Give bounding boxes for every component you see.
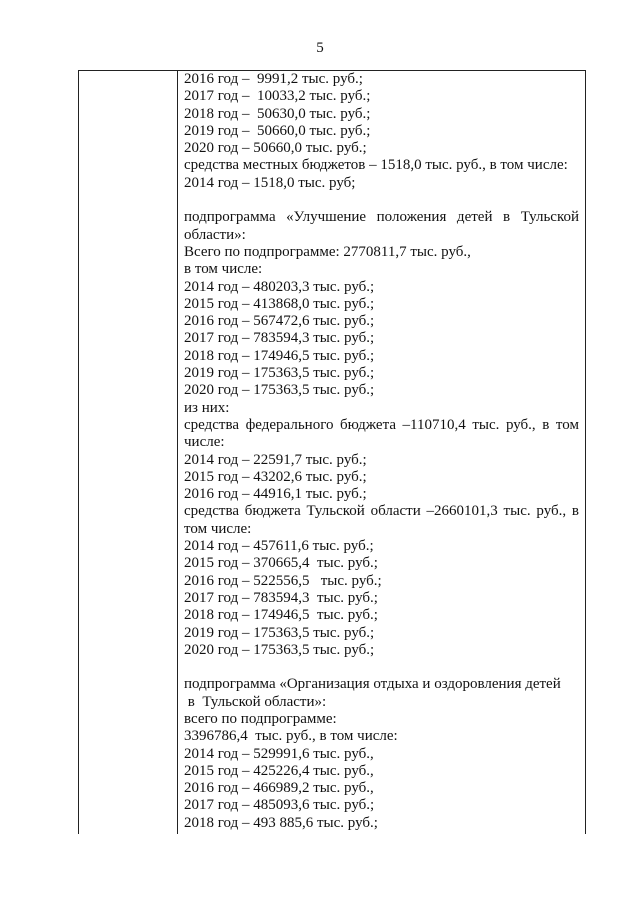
text-line: в том числе: bbox=[184, 261, 263, 278]
table-right-column bbox=[184, 71, 579, 834]
text-line: 2015 год – 370665,4 тыс. руб.; bbox=[184, 555, 378, 572]
text-line: 2018 год – 174946,5 тыс. руб.; bbox=[184, 607, 378, 624]
table-left-column bbox=[79, 71, 178, 834]
text-line: 2014 год – 457611,6 тыс. руб.; bbox=[184, 538, 374, 555]
text-line: подпрограмма «Улучшение положения детей в Тульской bbox=[184, 209, 579, 226]
text-line: области»: bbox=[184, 226, 246, 243]
text-line: в Тульской области»: bbox=[184, 693, 327, 710]
blank-line bbox=[184, 659, 579, 676]
page-number: 5 bbox=[316, 40, 324, 56]
text-line: 2017 год – 485093,6 тыс. руб.; bbox=[184, 797, 375, 814]
text-line: 2018 год – 493 885,6 тыс. руб.; bbox=[184, 814, 378, 831]
text-line: 2014 год – 480203,3 тыс. руб.; bbox=[184, 278, 375, 295]
text-line: 2016 год – 522556,5 тыс. руб.; bbox=[184, 572, 382, 589]
text-line: средства федерального бюджета –110710,4 тыс. руб., в том bbox=[184, 416, 579, 433]
text-line: 2017 год – 783594,3 тыс. руб.; bbox=[184, 330, 375, 347]
funding-table bbox=[78, 70, 586, 834]
text-line: средства местных бюджетов – 1518,0 тыс. руб., в том числе: bbox=[184, 157, 568, 174]
text-line: 2015 год – 43202,6 тыс. руб.; bbox=[184, 468, 367, 485]
text-line: 2018 год – 50630,0 тыс. руб.; bbox=[184, 105, 371, 122]
text-line: 2020 год – 175363,5 тыс. руб.; bbox=[184, 641, 375, 658]
text-line: 2018 год – 174946,5 тыс. руб.; bbox=[184, 347, 375, 364]
text-line: 2017 год – 10033,2 тыс. руб.; bbox=[184, 88, 371, 105]
text-line: 2014 год – 22591,7 тыс. руб.; bbox=[184, 451, 367, 468]
text-line: 2019 год – 50660,0 тыс. руб.; bbox=[184, 122, 371, 139]
text-line: 2017 год – 783594,3 тыс. руб.; bbox=[184, 589, 378, 606]
text-line: 2014 год – 529991,6 тыс. руб., bbox=[184, 745, 374, 762]
text-line: Всего по подпрограмме: 2770811,7 тыс. руб., bbox=[184, 243, 471, 260]
text-line: 2019 год – 175363,5 тыс. руб.; bbox=[184, 624, 375, 641]
text-line: 3396786,4 тыс. руб., в том числе: bbox=[184, 728, 398, 745]
text-line: числе: bbox=[184, 434, 225, 451]
text-line: всего по подпрограмме: bbox=[184, 710, 337, 727]
text-line: 2019 год – 175363,5 тыс. руб.; bbox=[184, 365, 375, 382]
text-line: 2020 год – 175363,5 тыс. руб.; bbox=[184, 382, 375, 399]
text-line: 2020 год – 50660,0 тыс. руб.; bbox=[184, 140, 367, 157]
text-line: 2016 год – 567472,6 тыс. руб.; bbox=[184, 313, 375, 330]
text-line: из них: bbox=[184, 399, 230, 416]
text-line: 2016 год – 466989,2 тыс. руб., bbox=[184, 780, 374, 797]
blank-line bbox=[184, 192, 579, 209]
text-line: средства бюджета Тульской области –2660101,3 тыс. руб., в bbox=[184, 503, 579, 520]
text-line: подпрограмма «Организация отдыха и оздоровления детей bbox=[184, 676, 561, 693]
text-line: 2015 год – 413868,0 тыс. руб.; bbox=[184, 295, 375, 312]
text-line: 2015 год – 425226,4 тыс. руб., bbox=[184, 762, 374, 779]
text-line: том числе: bbox=[184, 520, 252, 537]
text-line: 2016 год – 44916,1 тыс. руб.; bbox=[184, 486, 367, 503]
text-line: 2016 год – 9991,2 тыс. руб.; bbox=[184, 71, 363, 87]
text-line: 2014 год – 1518,0 тыс. руб; bbox=[184, 174, 356, 191]
